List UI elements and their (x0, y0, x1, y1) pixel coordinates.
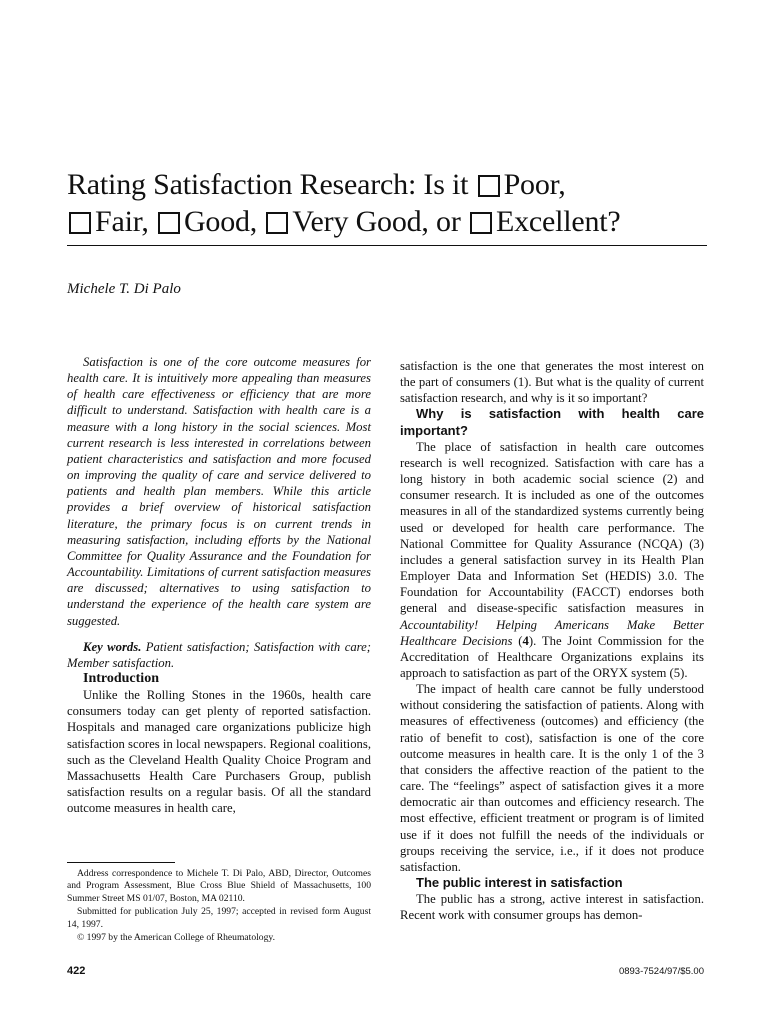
title-option-fair: Fair, (95, 205, 149, 238)
checkbox-icon (158, 212, 180, 234)
text-run: ). The Joint Commission for the Accreditation of Healthcare Organizations explains its approach to satisfaction as part of the ORYX system (5). (400, 633, 704, 680)
author-name: Michele T. Di Palo (67, 281, 181, 297)
public-interest-paragraph: The public has a strong, active interest in satisfaction. Recent work with consumer groups has demon- (400, 892, 704, 923)
checkbox-icon (266, 212, 288, 234)
text-run: ( (512, 633, 523, 648)
checkbox-icon (69, 212, 91, 234)
checkbox-icon (470, 212, 492, 234)
footnote-address: Address correspondence to Michele T. Di Palo, ABD, Director, Outcomes and Program Assessment, Blue Cross Blue Shield of Massachusetts, 100 Summer Street MS 01/07, Boston, MA 02110. (67, 868, 371, 904)
article-title (67, 166, 707, 240)
book-title: Accountability! Helping Americans Make Better Healthcare Decisions (400, 617, 704, 648)
text-run: The place of satisfaction in health care outcomes research is well recognized. Satisfaction with care has a long history in both academic social science (2) and consumer research. It is included as one of the outcomes measures in all of the standardized systems currently being used or developed for health care performance. The National Committee for Quality Assurance (NCQA) (3) includes a general satisfaction survey in its Health Plan Employer Data and Information Set (HEDIS) 3.0. The Foundation for Accountability (FACCT) endorses both general and disease-specific satisfaction measures in (400, 439, 704, 616)
right-column (400, 358, 704, 923)
title-text: Rating Satisfaction Research: Is it (67, 168, 469, 201)
title-option-good: Good, (183, 205, 258, 238)
footnote-submitted: Submitted for publication July 25, 1997; accepted in revised form August 14, 1997. (67, 906, 371, 930)
title-option-excellent: Excellent? (495, 205, 621, 238)
title-line-2 (67, 203, 707, 240)
footnote-copyright: © 1997 by the American College of Rheumatology. (77, 932, 275, 944)
title-rule (67, 245, 707, 246)
importance-paragraph-2: The impact of health care cannot be fully understood without considering the satisfaction of patients. Along with measures of effectiveness (outcomes) and efficiency (the ratio of benefit to cost), satisfaction is one of the core outcome measures in health care. It is the only 1 of the 3 that considers the affective reaction of the patient to the care. The “feelings” aspect of satisfaction gives it a more democratic air than outcomes and efficiency research. The most effective, efficient treatment or program is of limited use if it does not fulfill the needs of the individuals or groups receiving the service, i.e., if it does not produce satisfaction. (400, 682, 704, 874)
checkbox-icon (478, 175, 500, 197)
section-heading-importance: Why is satisfaction with health care important? (400, 406, 704, 438)
abstract: Satisfaction is one of the core outcome measures for health care. It is intuitively more appealing than measures of health care effectiveness or efficiency that are more difficult to understand. Satisfaction with health care is a measure with a long history in the social sciences. Most current research is less interested in correlations between patient characteristics and satisfaction and more focused on improving the quality of care and service delivered to patients and health plan members. While this article provides a brief overview of historical satisfaction literature, the primary focus is on current trends in measuring satisfaction, including efforts by the National Committee for Quality Assurance and the Foundation for Accountability. Limitations of current satisfaction measures are discussed; alternatives to using satisfaction to understand the experience of the health care system are suggested. (67, 355, 371, 628)
section-heading-public-interest: The public interest in satisfaction (416, 875, 623, 890)
importance-paragraph-1 (400, 439, 704, 681)
reference-number: 4 (522, 633, 529, 648)
page-number: 422 (67, 965, 86, 977)
title-option-very-good: Very Good, or (292, 205, 461, 238)
left-column (67, 354, 371, 816)
title-option-poor: Poor, (503, 168, 566, 201)
keywords (67, 639, 371, 671)
footnote-rule (67, 862, 175, 863)
keywords-label: Key words. (83, 639, 142, 654)
issn-code: 0893-7524/97/$5.00 (618, 966, 704, 977)
footnotes (67, 868, 371, 945)
continuation-paragraph: satisfaction is the one that generates the most interest on the part of consumers (1). But what is the quality of current satisfaction research, and why is it so important? (400, 359, 704, 406)
title-line-1 (67, 166, 707, 203)
section-heading-introduction: Introduction (83, 670, 159, 686)
keywords-text: Patient satisfaction; Satisfaction with care; Member satisfaction. (67, 639, 371, 670)
intro-paragraph: Unlike the Rolling Stones in the 1960s, health care consumers today can get plenty of reported satisfaction. Hospitals and managed care organizations publicize high satisfaction scores in local newspapers. Regional coalitions, such as the Cleveland Health Quality Choice Program and Massachusetts Health Care Purchasers Group, publish satisfaction results on a regular basis. Of all the standard outcome measures in health care, (67, 688, 371, 816)
